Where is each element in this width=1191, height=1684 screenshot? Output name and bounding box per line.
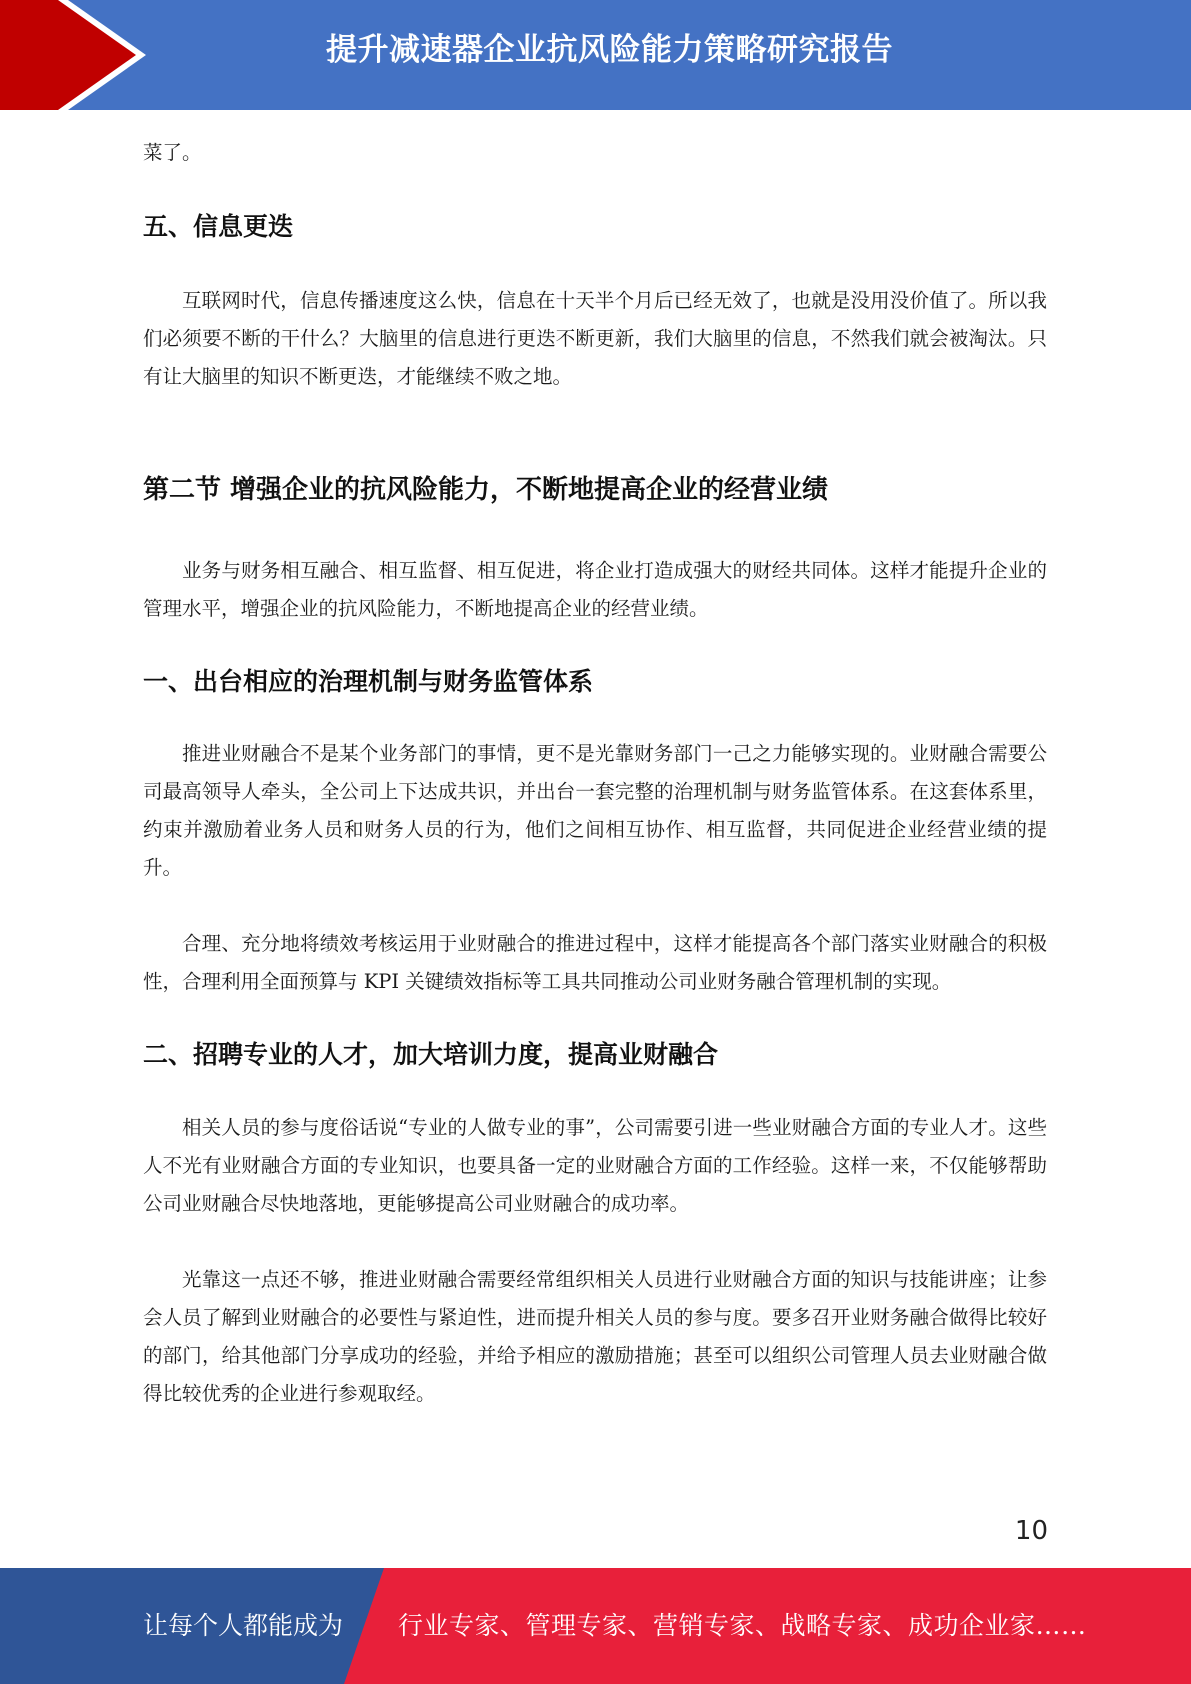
- document-title: 提升减速器企业抗风险能力策略研究报告: [326, 32, 893, 68]
- footer-slogan-left: 让每个人都能成为: [143, 1611, 344, 1640]
- paragraph-talent-2: 光靠这一点还不够，推进业财融合需要经常组织相关人员进行业财融合方面的知识与技能讲座；让参会人员了解到业财融合的必要性与紧迫性，进而提升相关人员的参与度。要多召开业财务融合做得比较好的部门，给其他部门分享成功的经验，并给予相应的激励措施；甚至可以组织公司管理人员去业财融合做得比较优秀的企业进行参观取经。: [143, 1268, 1047, 1405]
- footer-slogan-right: 行业专家、管理专家、营销专家、战略专家、成功企业家……: [398, 1611, 1087, 1640]
- section-title: 第二节 增强企业的抗风险能力，不断地提高企业的经营业绩: [143, 475, 829, 505]
- paragraph-talent-1: 相关人员的参与度俗话说“专业的人做专业的事”，公司需要引进一些业财融合方面的专业人才。这些人不光有业财融合方面的专业知识，也要具备一定的业财融合方面的工作经验。这样一来，不仅能够帮助公司业财融合尽快地落地，更能够提高公司业财融合的成功率。: [143, 1116, 1047, 1215]
- paragraph-continued: 菜了。: [143, 141, 202, 164]
- heading-information-update: 五、信息更迭: [143, 212, 294, 241]
- paragraph-section-intro: 业务与财务相互融合、相互监督、相互促进，将企业打造成强大的财经共同体。这样才能提升企业的管理水平，增强企业的抗风险能力，不断地提高企业的经营业绩。: [143, 559, 1047, 620]
- footer-banner: [0, 1568, 1191, 1684]
- heading-governance: 一、出台相应的治理机制与财务监管体系: [143, 667, 594, 696]
- paragraph-governance-1: 推进业财融合不是某个业务部门的事情，更不是光靠财务部门一己之力能够实现的。业财融合需要公司最高领导人牵头，全公司上下达成共识，并出台一套完整的治理机制与财务监管体系。在这套体系里，约束并激励着业务人员和财务人员的行为，他们之间相互协作、相互监督，共同促进企业经营业绩的提升。: [143, 742, 1047, 879]
- document-body: [143, 134, 1047, 1413]
- paragraph-information-update: 互联网时代，信息传播速度这么快，信息在十天半个月后已经无效了，也就是没用没价值了。所以我们必须要不断的干什么？大脑里的信息进行更迭不断更新，我们大脑里的信息，不然我们就会被淘汰。只有让大脑里的知识不断更迭，才能继续不败之地。: [143, 289, 1047, 388]
- header-banner: [0, 0, 1191, 110]
- paragraph-governance-2: 合理、充分地将绩效考核运用于业财融合的推进过程中，这样才能提高各个部门落实业财融合的积极性，合理利用全面预算与 KPI 关键绩效指标等工具共同推动公司业财务融合管理机制的实现。: [143, 932, 1047, 993]
- page-number: 10: [1014, 1516, 1048, 1546]
- heading-talent: 二、招聘专业的人才，加大培训力度，提高业财融合: [143, 1040, 719, 1069]
